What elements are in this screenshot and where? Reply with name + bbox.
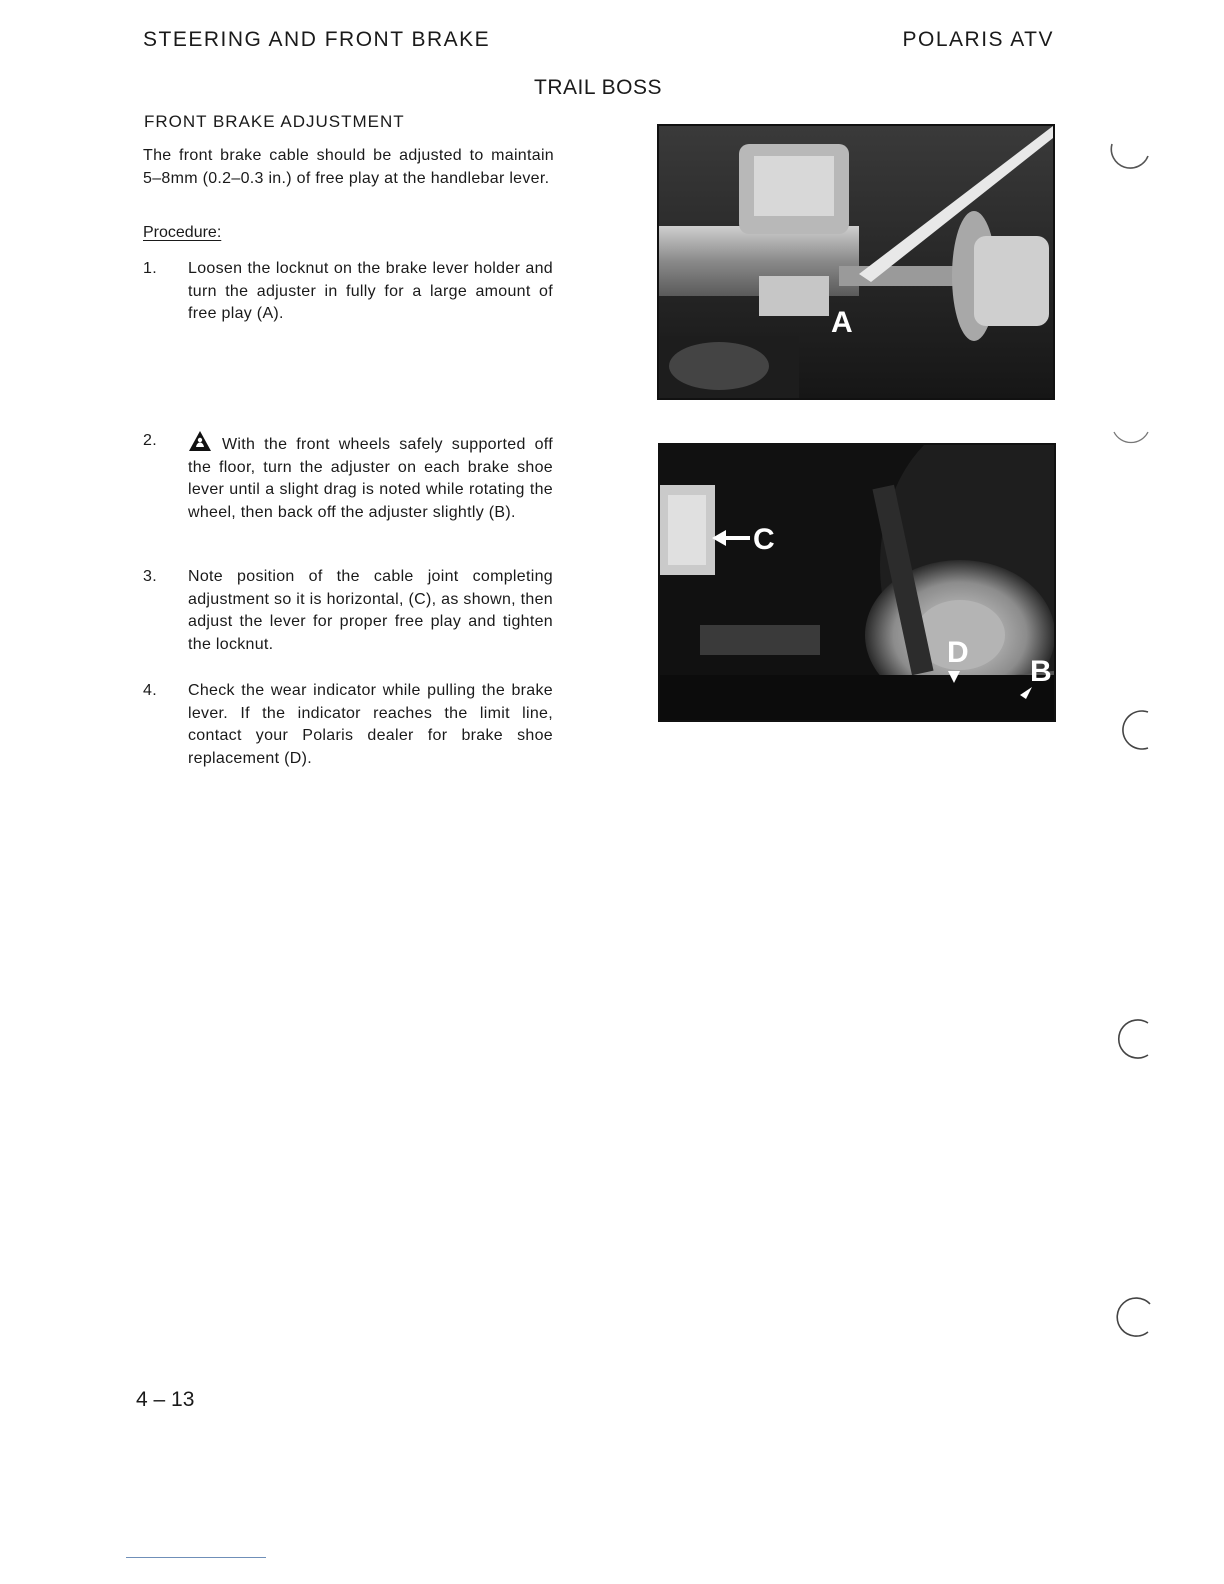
brake-shoe-photo	[658, 443, 1056, 722]
page-number: 4 – 13	[136, 1388, 195, 1411]
photo-label-a: A	[831, 306, 853, 339]
step-text: Note position of the cable joint completing adjustment so it is horizontal, (C), as shown, then adjust the lever for proper free play and tighten the locknut.	[188, 568, 553, 653]
binder-hole-icon	[1108, 1292, 1154, 1338]
page-subtitle: TRAIL BOSS	[534, 76, 662, 99]
section-title: FRONT BRAKE ADJUSTMENT	[144, 112, 405, 131]
binder-hole-icon	[1108, 1015, 1154, 1061]
step-number: 1.	[143, 260, 157, 277]
step-text: Loosen the locknut on the brake lever holder and turn the adjuster in fully for a large amount of free play (A).	[188, 260, 553, 322]
procedure-label: Procedure:	[143, 224, 222, 241]
step-number: 2.	[143, 432, 157, 449]
step-text	[188, 430, 553, 524]
photo-label-c: C	[753, 523, 775, 556]
step-number: 3.	[143, 568, 157, 585]
binder-hole-icon	[1108, 410, 1154, 456]
running-header-right: POLARIS ATV	[902, 28, 1054, 51]
bottom-rule	[126, 1557, 266, 1558]
warning-triangle-icon	[188, 430, 212, 452]
binder-hole-icon	[1108, 706, 1154, 752]
photo-label-d: D	[947, 636, 969, 669]
running-header-left: STEERING AND FRONT BRAKE	[143, 28, 491, 51]
intro-paragraph: The front brake cable should be adjusted to maintain 5–8mm (0.2–0.3 in.) of free play at the handlebar lever.	[143, 147, 554, 187]
binder-hole-icon	[1108, 126, 1154, 172]
step-text: Check the wear indicator while pulling the brake lever. If the indicator reaches the limit line, contact your Polaris dealer for brake shoe replacement (D).	[188, 682, 553, 767]
brake-lever-photo	[657, 124, 1055, 400]
photo-label-b: B	[1030, 655, 1052, 688]
step-number: 4.	[143, 682, 157, 699]
step-text-content: With the front wheels safely supported off the floor, turn the adjuster on each brake shoe lever until a slight drag is noted while rotating the wheel, then back off the adjuster slightly (B).	[188, 436, 553, 521]
